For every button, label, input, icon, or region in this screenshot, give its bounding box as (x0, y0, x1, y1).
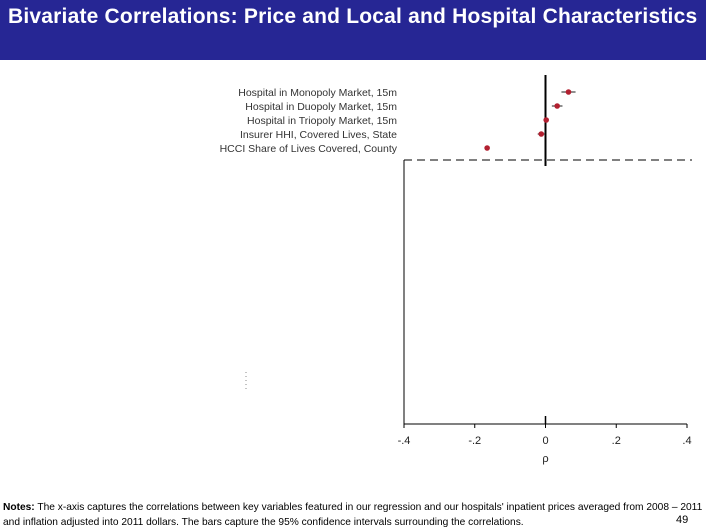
notes (3, 500, 703, 530)
x-tick-label: .2 (611, 435, 621, 447)
slide-title: Bivariate Correlations: Price and Local and Hospital Characteristics (8, 5, 698, 28)
category-label: Insurer HHI, Covered Lives, State (240, 129, 397, 141)
data-point (566, 89, 572, 95)
title-bar (0, 0, 706, 60)
page-number: 49 (676, 514, 689, 526)
notes-text: The x-axis captures the correlations between key variables featured in our regression and our hospitals' inpatient prices averaged from 2008 – 2011 and inflation adjusted into 2011 dollars. The bars capture the 95% confidence intervals surrounding the correlations. (3, 502, 703, 528)
data-point (543, 117, 549, 123)
x-axis-label: ρ (542, 453, 549, 465)
category-label: HCCI Share of Lives Covered, County (219, 143, 397, 155)
notes-label: Notes: (3, 502, 35, 513)
x-tick-label: -.4 (397, 435, 411, 447)
data-point (554, 103, 560, 109)
category-label: Hospital in Duopoly Market, 15m (245, 101, 397, 113)
category-label: Hospital in Triopoly Market, 15m (247, 115, 397, 127)
category-label: Hospital in Monopoly Market, 15m (238, 87, 397, 99)
x-tick-label: .4 (682, 435, 692, 447)
x-tick-label: -.2 (468, 435, 482, 447)
x-tick-label: 0 (542, 435, 549, 447)
data-point (538, 131, 544, 137)
correlation-plot (0, 60, 706, 500)
data-point (484, 145, 490, 151)
